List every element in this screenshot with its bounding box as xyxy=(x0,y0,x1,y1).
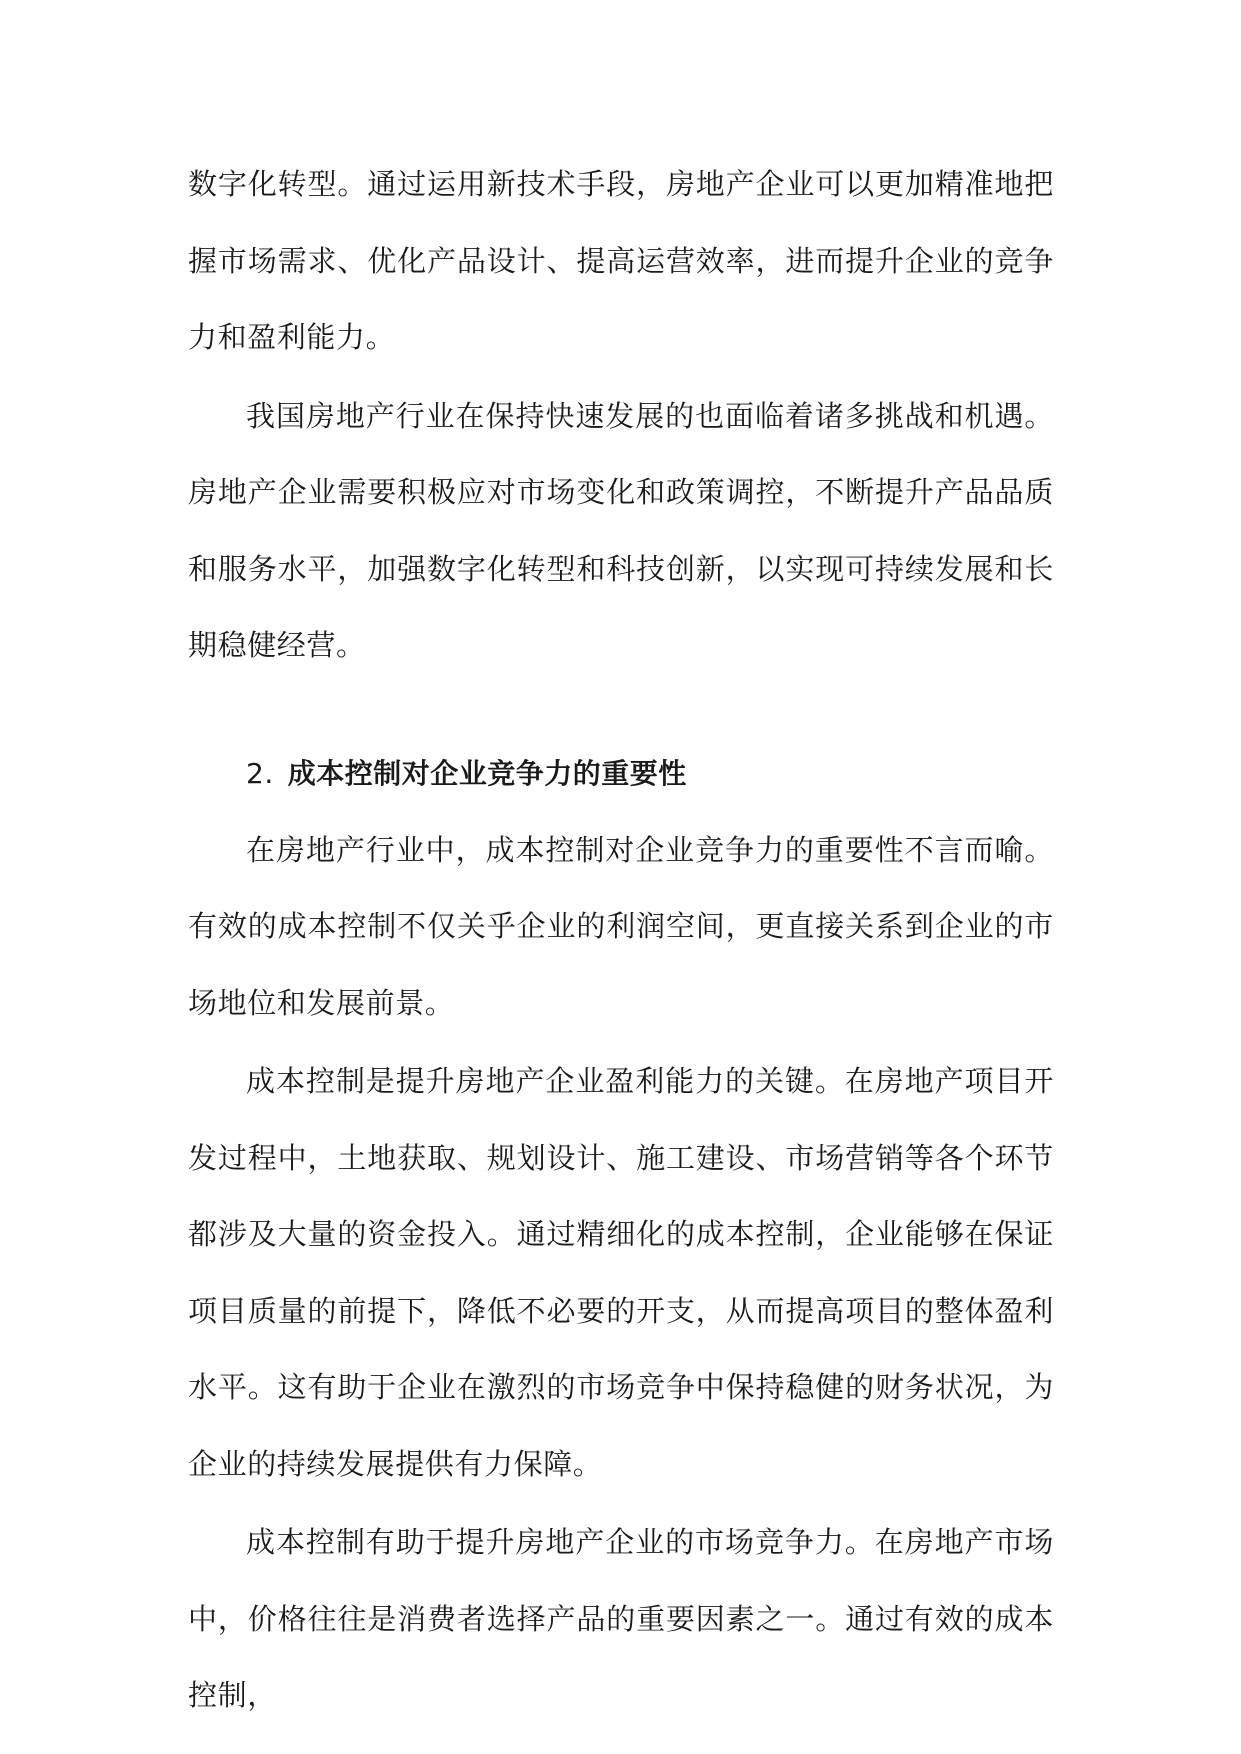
paragraph: 成本控制有助于提升房地产企业的市场竞争力。在房地产市场中，价格往往是消费者选择产品的重要因素之一。通过有效的成本控制， xyxy=(188,1525,1054,1712)
document-body xyxy=(188,146,1054,1736)
section-title: 成本控制对企业竞争力的重要性 xyxy=(287,756,687,790)
paragraph: 成本控制是提升房地产企业盈利能力的关键。在房地产项目开发过程中，土地获取、规划设计、施工建设、市场营销等各个环节都涉及大量的资金投入。通过精细化的成本控制，企业能够在保证项目质量的前提下，降低不必要的开支，从而提高项目的整体盈利水平。这有助于企业在激烈的市场竞争中保持稳健的财务状况，为企业的持续发展提供有力保障。 xyxy=(188,1064,1054,1481)
paragraph: 我国房地产行业在保持快速发展的也面临着诸多挑战和机遇。房地产企业需要积极应对市场变化和政策调控，不断提升产品品质和服务水平，加强数字化转型和科技创新，以实现可持续发展和长期稳健经营。 xyxy=(188,398,1054,662)
section-heading xyxy=(188,736,1054,812)
paragraph: 在房地产行业中，成本控制对企业竞争力的重要性不言而喻。有效的成本控制不仅关乎企业的利润空间，更直接关系到企业的市场地位和发展前景。 xyxy=(188,832,1054,1020)
paragraph-continuation: 数字化转型。通过运用新技术手段，房地产企业可以更加精准地把握市场需求、优化产品设计、提高运营效率，进而提升企业的竞争力和盈利能力。 xyxy=(188,167,1054,354)
section-number: 2. xyxy=(246,756,274,790)
